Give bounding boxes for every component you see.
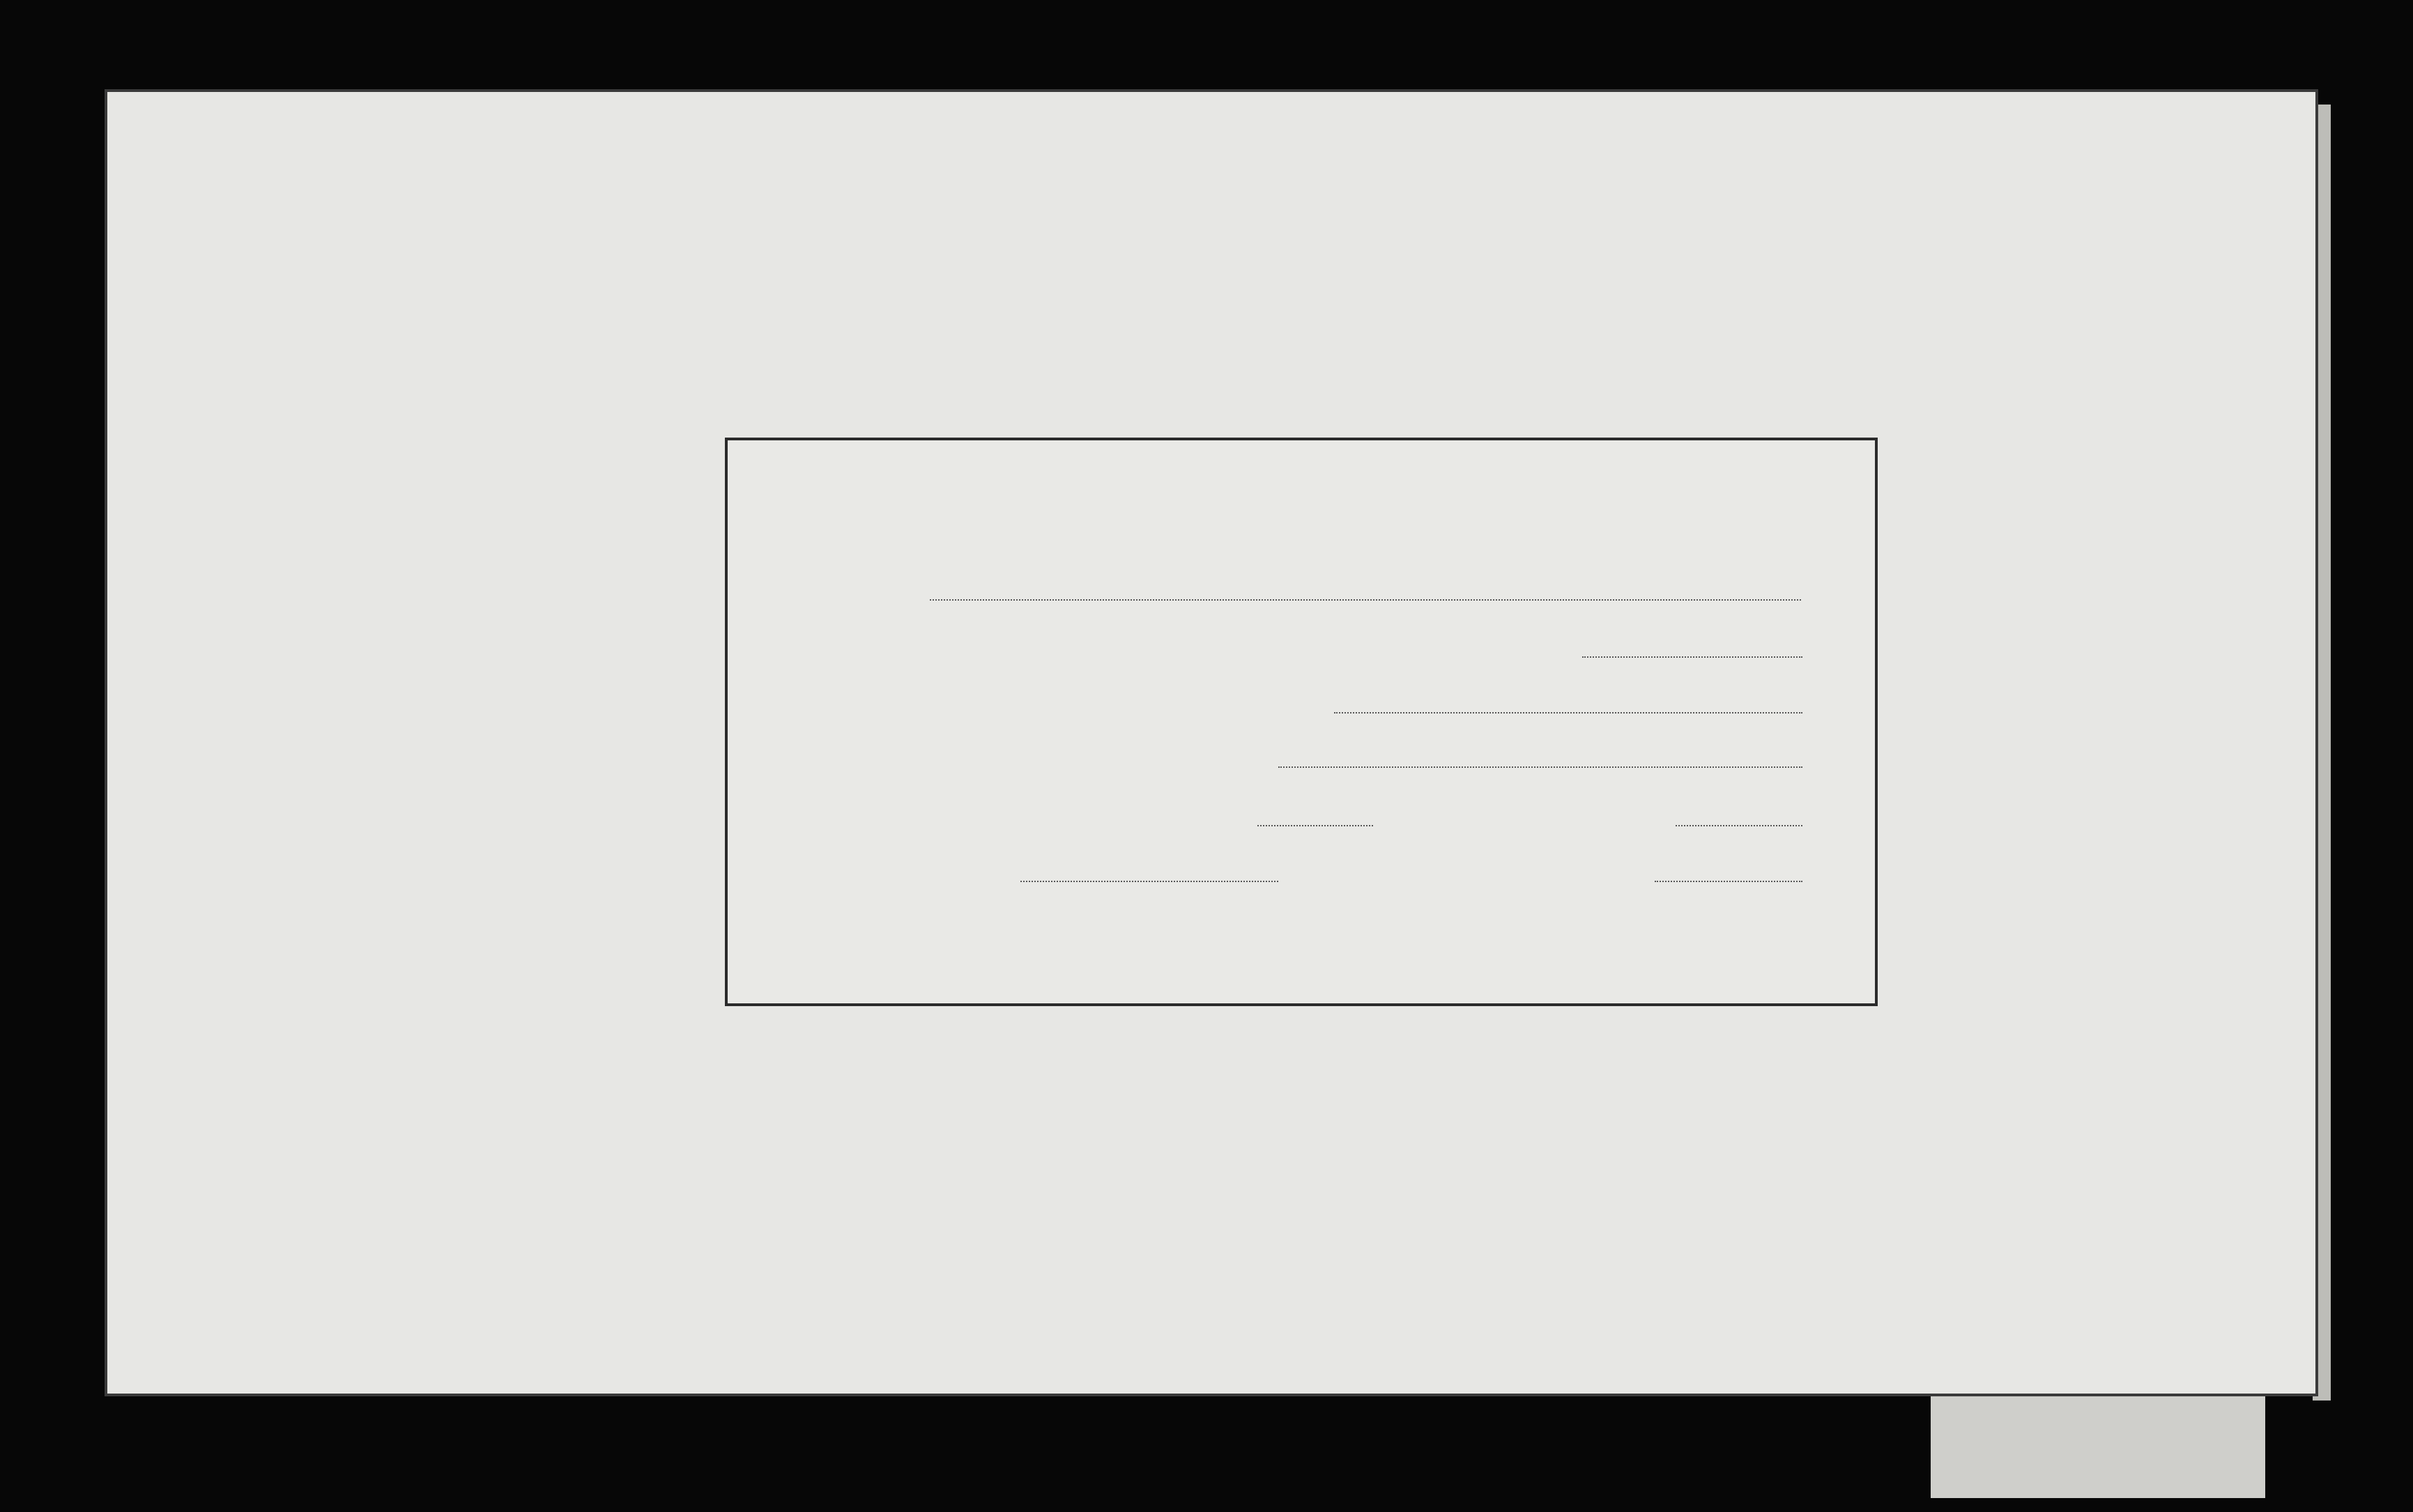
underlying-page [1931, 1387, 2265, 1498]
private-farm-box [725, 438, 1878, 1006]
census-card [105, 89, 2318, 1396]
